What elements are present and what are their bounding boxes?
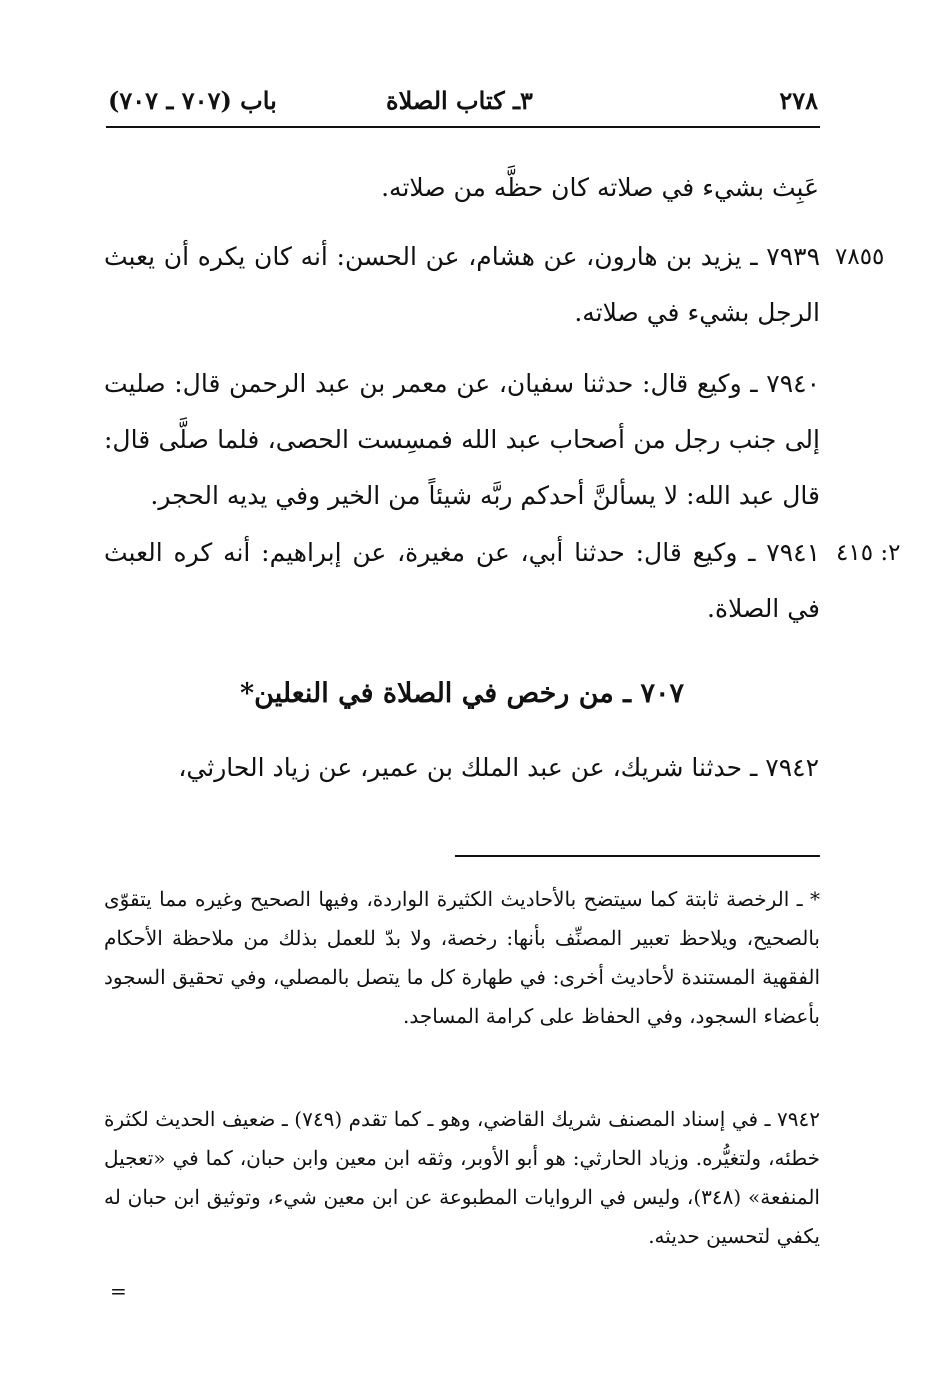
margin-reference: ٢: ٤١٥ <box>836 540 901 566</box>
footnote-rule <box>455 855 820 857</box>
chapter-heading: ٧٠٧ ـ من رخص في الصلاة في النعلين* <box>240 678 684 709</box>
page-number: ٢٧٨ <box>779 86 818 115</box>
header-rule <box>106 126 820 128</box>
hadith-entry-7942: ٧٩٤٢ ـ حدثنا شريك، عن عبد الملك بن عمير، عن زياد الحارثي، <box>178 753 819 782</box>
hadith-entry-7940: ٧٩٤٠ ـ وكيع قال: حدثنا سفيان، عن معمر بن عبد الرحمن قال: صليت إلى جنب رجل من أصحاب عبد الله فمسِست الحصى، فلما صلَّى قال: قال عبد الله: لا يسألنَّ أحدكم ربَّه شيئاً من الخير وفي يديه الحجر. <box>104 369 820 510</box>
book-title: ٣ـ كتاب الصلاة <box>386 86 533 115</box>
continuation-mark: = <box>110 1279 127 1303</box>
chapter-range: باب (٧٠٧ ـ ٧٠٧) <box>108 86 277 115</box>
hadith-entry-7939: ٧٩٣٩ ـ يزيد بن هارون، عن هشام، عن الحسن: أنه كان يكره أن يعبث الرجل بشيء في صلاته. <box>104 242 820 327</box>
footnote-chapter: * ـ الرخصة ثابتة كما سيتضح بالأحاديث الكثيرة الواردة، وفيها الصحيح وغيره مما يتقوّى بالصحيح، ويلاحظ تعبير المصنِّف بأنها: رخصة، ولا بدّ للعمل بذلك من ملاحظة الأحكام الفقهية المستندة لأحاديث أخرى: في طهارة كل ما يتصل بالمصلي، وفي تحقيق السجود بأعضاء السجود، وفي الحفاظ على كرامة المساجد. <box>104 887 820 1028</box>
margin-reference: ٧٨٥٥ <box>835 244 885 270</box>
hadith-entry-7941: ٧٩٤١ ـ وكيع قال: حدثنا أبي، عن مغيرة، عن إبراهيم: أنه كره العبث في الصلاة. <box>104 538 820 623</box>
footnote-7942: ٧٩٤٢ ـ في إسناد المصنف شريك القاضي، وهو ـ كما تقدم (٧٤٩) ـ ضعيف الحديث لكثرة خطئه، ولتغيُّره. وزياد الحارثي: هو أبو الأوبر، وثقه ابن معين وابن حبان، كما في «تعجيل المنفعة» (٣٤٨)، وليس في الروايات المطبوعة عن ابن معين شيء، وتوثيق ابن حبان له يكفي لتحسين حديثه. <box>104 1107 820 1248</box>
continuation-line: عَبِث بشيء في صلاته كان حظَّه من صلاته. <box>381 173 819 202</box>
